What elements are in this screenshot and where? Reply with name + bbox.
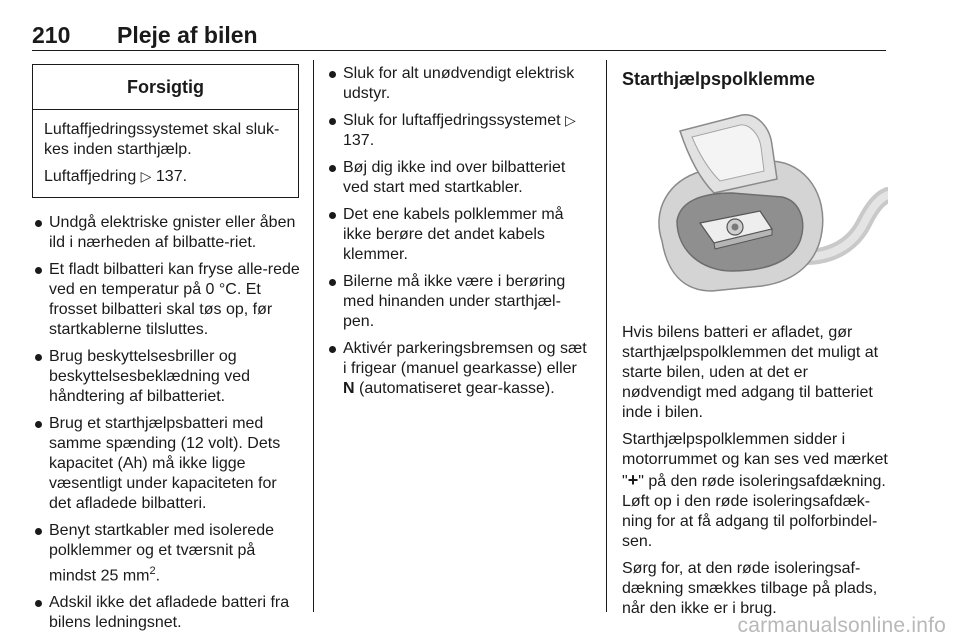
list-item: Brug beskyttelsesbriller og beskyttelsesbeklædning ved håndtering af bilbatteriet. bbox=[32, 347, 300, 407]
bullet-icon bbox=[329, 71, 336, 78]
list-item: Brug et starthjælpsbatteri med samme spænding (12 volt). Dets kapacitet (Ah) må ikke ligge væsentligt under kapaciteten for det afladede bilbatteri. bbox=[32, 414, 300, 514]
column-middle bbox=[326, 64, 592, 406]
bullet-icon bbox=[329, 212, 336, 219]
caution-text: Luftaffjedringssystemet skal sluk-kes inden starthjælp. bbox=[44, 121, 280, 158]
bullet-icon bbox=[329, 279, 336, 286]
list-item: Adskil ikke det afladede batteri fra bilens ledningsnet. bbox=[32, 593, 300, 633]
bullet-icon bbox=[35, 220, 42, 227]
column-left bbox=[32, 64, 300, 640]
caution-body bbox=[33, 110, 298, 197]
page-number: 210 bbox=[32, 22, 71, 48]
caution-box bbox=[32, 64, 299, 198]
page-ref-icon: ▷ bbox=[565, 113, 576, 129]
bullet-icon bbox=[329, 118, 336, 125]
bullet-icon bbox=[35, 267, 42, 274]
page-header bbox=[32, 22, 886, 51]
section-title: Starthjælpspolklemme bbox=[622, 69, 816, 89]
jump-start-terminal-illustration bbox=[622, 101, 888, 309]
list-item: Undgå elektriske gnister eller åben ild i nærheden af bilbatte-riet. bbox=[32, 213, 300, 253]
plus-icon: + bbox=[627, 470, 639, 490]
page-ref-icon: ▷ bbox=[140, 169, 152, 185]
list-item: Det ene kabels polklemmer må ikke berøre det andet kabels klemmer. bbox=[326, 205, 592, 265]
paragraph: Sørg for, at den røde isoleringsaf-dækning smækkes tilbage på plads, når den ikke er i brug. bbox=[622, 560, 878, 617]
bullet-icon bbox=[35, 600, 42, 607]
column-divider-1 bbox=[313, 60, 314, 612]
column-right bbox=[622, 64, 888, 626]
page-title: Pleje af bilen bbox=[117, 22, 258, 48]
list-item: Aktivér parkeringsbremsen og sæt i frigear (manuel gearkasse) eller N (automatiseret gear-kasse). bbox=[326, 339, 592, 399]
paragraph: Hvis bilens batteri er afladet, gør starthjælpspolklemmen det muligt at starte bilen, uden at det er nødvendigt med adgang til batteriet inde i bilen. bbox=[622, 324, 879, 421]
list-item: Sluk for luftaffjedringssystemet ▷ 137. bbox=[326, 111, 592, 151]
list-item: Et fladt bilbatteri kan fryse alle-rede ved en temperatur på 0 °C. Et frosset bilbatteri skal tøs op, før startkablerne tilsluttes. bbox=[32, 260, 300, 340]
column-divider-2 bbox=[606, 60, 607, 612]
page-ref-link[interactable]: 137. bbox=[343, 132, 375, 149]
bullet-icon bbox=[329, 165, 336, 172]
caution-title: Forsigtig bbox=[33, 65, 298, 110]
bullet-icon bbox=[35, 421, 42, 428]
bullet-icon bbox=[35, 528, 42, 535]
list-item: Bøj dig ikke ind over bilbatteriet ved start med startkabler. bbox=[326, 158, 592, 198]
caution-reference: Luftaffjedring ▷ 137. bbox=[44, 168, 188, 185]
page-ref-link[interactable]: 137. bbox=[155, 168, 188, 185]
list-item: Benyt startkabler med isolerede polklemmer og et tværsnit på mindst 25 $mm^2$. bbox=[32, 521, 300, 586]
bullet-icon bbox=[329, 346, 336, 353]
list-item: Sluk for alt unødvendigt elektrisk udstyr. bbox=[326, 64, 592, 104]
paragraph: Starthjælpspolklemmen sidder i motorrummet og kan ses ved mærket "+" på den røde isoleringsafdækning. Løft op i den røde isoleringsafdæk-ning for at få adgang til polforbindel-sen. bbox=[622, 431, 888, 550]
procedure-list bbox=[326, 64, 592, 399]
list-item: Bilerne må ikke være i berøring med hinanden under starthjæl-pen. bbox=[326, 272, 592, 332]
safety-list bbox=[32, 213, 300, 633]
watermark: carmanualsonline.info bbox=[737, 614, 946, 637]
bullet-icon bbox=[35, 354, 42, 361]
